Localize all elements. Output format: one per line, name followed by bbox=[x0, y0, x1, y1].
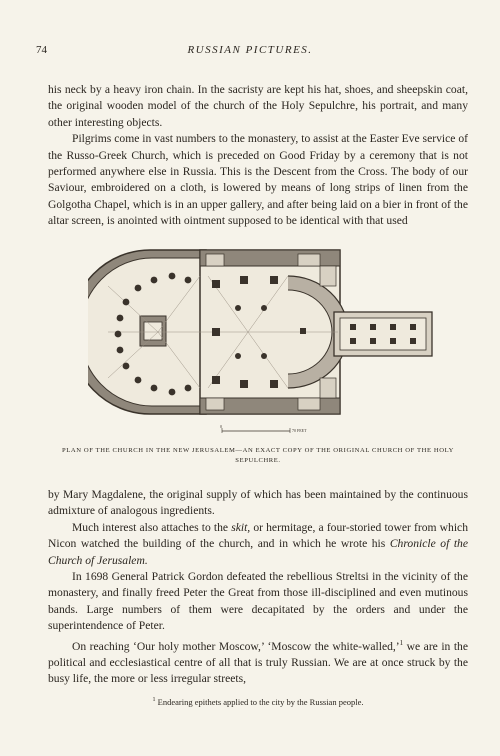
figure-caption: PLAN OF THE CHURCH IN THE NEW JERUSALEM—AN EXACT COPY OF THE ORIGINAL CHURCH OF THE HOLY SEPULCHRE. bbox=[62, 447, 454, 464]
church-floor-plan bbox=[88, 246, 458, 418]
footnote-mark: 1 bbox=[152, 697, 156, 704]
footnote-ref: 1 bbox=[399, 638, 404, 647]
body-text-bottom bbox=[48, 487, 468, 688]
footnote-text: Endearing epithets applied to the city by the Russian people. bbox=[157, 697, 364, 707]
text-run: On reaching ‘Our holy mother Moscow,’ ‘Moscow the white-walled,’ bbox=[72, 639, 400, 653]
body-text-top bbox=[48, 82, 468, 230]
text-run: we are in the political and ecclesiastical centre of all that is truly Russian. We are at once struck by the busy life, the more or less irregular streets, bbox=[48, 639, 468, 686]
scale-bar bbox=[220, 424, 330, 434]
text-run: Much interest also attaches to the bbox=[72, 520, 232, 534]
page-header bbox=[36, 44, 464, 60]
paragraph: by Mary Magdalene, the original supply of which has been maintained by the continuous admixture of analogous ingredients. bbox=[48, 488, 468, 518]
page-number: 74 bbox=[36, 44, 47, 56]
book-title: Chronicle of the Church of Jerusalem. bbox=[48, 537, 468, 567]
paragraph: his neck by a heavy iron chain. In the sacristy are kept his hat, shoes, and sheepskin coat, the original wooden model of the church of the Holy Sepulchre, his portrait, and many other interesting objects. bbox=[48, 83, 468, 129]
paragraph bbox=[48, 635, 468, 688]
running-title: RUSSIAN PICTURES. bbox=[187, 44, 313, 56]
scale-zero-label: 0 bbox=[220, 424, 222, 429]
paragraph bbox=[48, 520, 468, 569]
text-run: or hermitage, a four-storied tower from which Nicon watched the building of the church, and in which he wrote his bbox=[48, 520, 468, 551]
paragraph: In 1698 General Patrick Gordon defeated the rebellious Streltsi in the vicinity of the monastery, and finally freed Peter the Great from those ill-disciplined and even mutinous bands. Large numbers of them were decapitated by the orders and under the superintendence of Peter. bbox=[48, 570, 468, 633]
footnote bbox=[48, 697, 468, 707]
scale-feet-label: 70 FEET bbox=[292, 428, 307, 433]
paragraph: Pilgrims come in vast numbers to the monastery, to assist at the Easter Eve service of the Russo-Greek Church, which is preceded on Good Friday by a ceremony that is not performed anywhere else in Russia. This is the Descent from the Cross. The body of our Saviour, embroidered on a cloth, is lowered by means of long strips of linen from the Golgotha Chapel, which is in an upper gallery, and after being laid on a bier in front of the altar screen, is anointed with ointment supposed to be identical with that used bbox=[48, 132, 468, 228]
italic-term: skit, bbox=[231, 520, 251, 534]
